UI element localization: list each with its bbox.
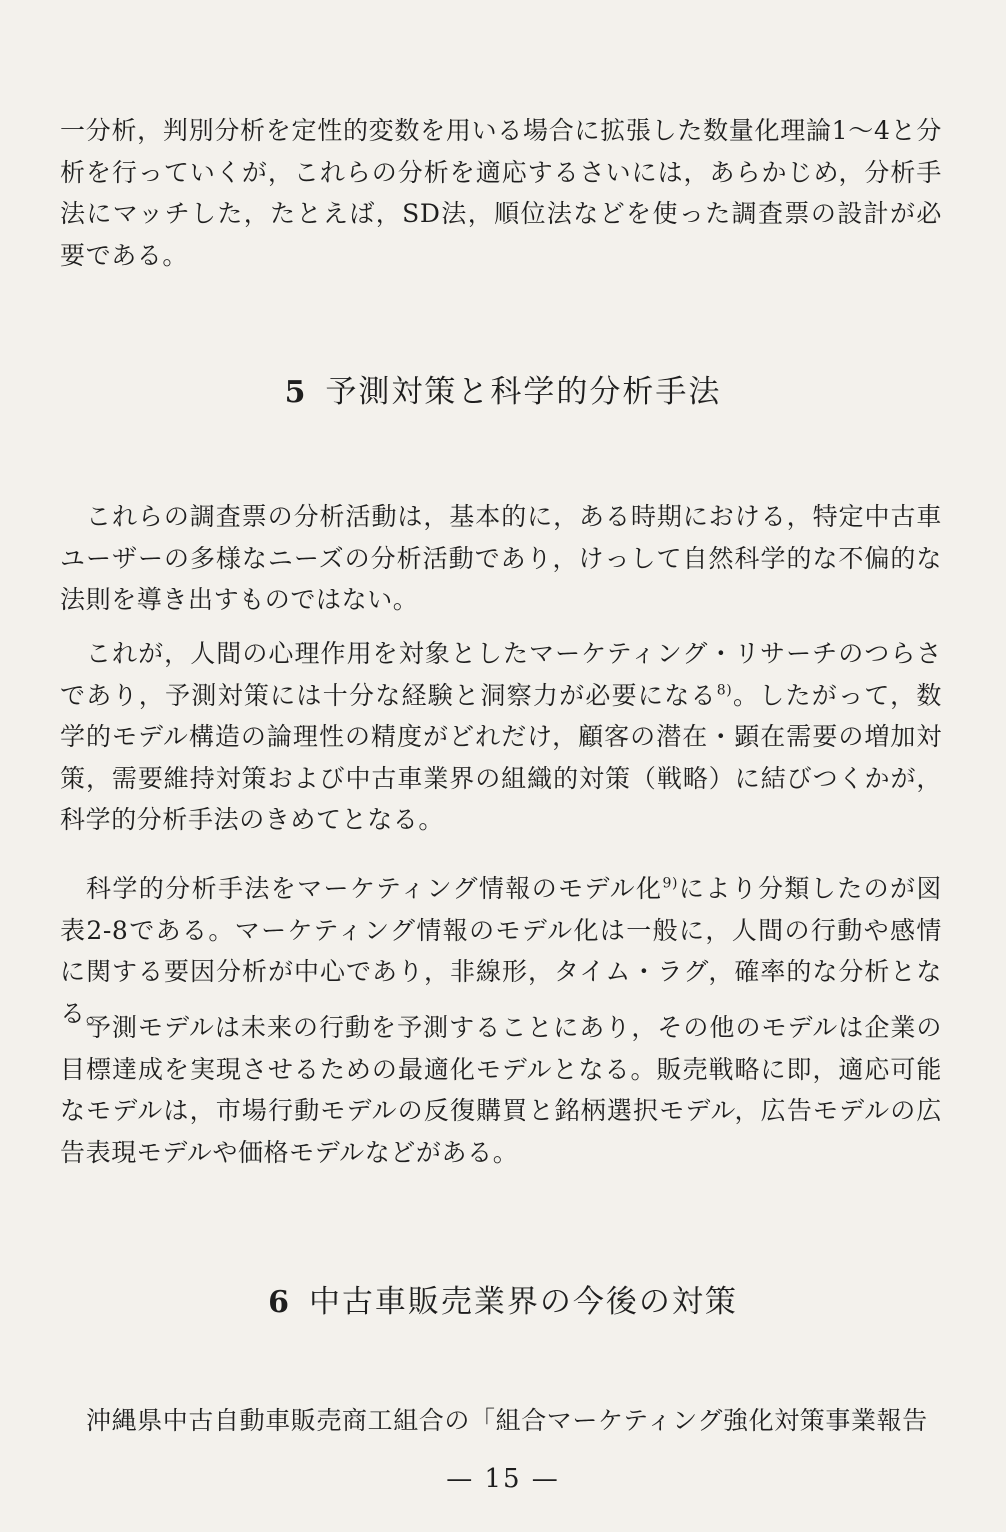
section-5-paragraph-1: これらの調査票の分析活動は，基本的に，ある時期における，特定中古車ユーザーの多様なニーズの分析活動であり，けっして自然科学的な不偏的な法則を導き出すものではない。 <box>60 502 942 614</box>
page-number: — 15 — <box>446 1464 560 1494</box>
footnote-ref-8: 8) <box>716 682 733 699</box>
section-6-heading <box>0 1276 1006 1321</box>
section-5-title: 予測対策と科学的分析手法 <box>325 374 722 410</box>
section-5-paragraph-2-part-b: 。したがって，数学的モデル構造の論理性の精度がどれだけ，顧客の潜在・顕在需要の増加対策，需要維持対策および中古車業界の組織的対策（戦略）に結びつくかが，科学的分析手法のきめてとなる。 <box>60 680 942 834</box>
section-6-title: 中古車販売業界の今後の対策 <box>308 1284 738 1320</box>
section-5-heading <box>0 366 1006 411</box>
paragraph-intro: 一分析，判別分析を定性的変数を用いる場合に拡張した数量化理論1〜4と分析を行っていくが，これらの分析を適応するさいには，あらかじめ，分析手法にマッチした，たとえば，SD法，順位法などを使った調査票の設計が必要である。 <box>60 116 942 270</box>
section-5-paragraph-3-part-b: により分類したのが図表2-8である。マーケティング情報のモデル化は一般に，人間の行動や感情に関する要因分析が中心であり，非線形，タイム・ラグ，確率的な分析となる。 <box>60 874 942 1028</box>
section-5-paragraph-2-part-a: これが，人間の心理作用を対象としたマーケティング・リサーチのつらさであり，予測対策には十分な経験と洞察力が必要になる <box>60 639 942 710</box>
section-5-paragraph-4: 予測モデルは未来の行動を予測することにあり，その他のモデルは企業の目標達成を実現させるための最適化モデルとなる。販売戦略に即，適応可能なモデルは，市場行動モデルの反復購買と銘柄選択モデル，広告モデルの広告表現モデルや価格モデルなどがある。 <box>60 1013 942 1167</box>
section-5-paragraph-2 <box>60 633 942 841</box>
section-6-number: 6 <box>268 1285 291 1320</box>
section-6-paragraph-1: 沖縄県中古自動車販売商工組合の「組合マーケティング強化対策事業報告 <box>86 1406 928 1435</box>
footnote-ref-9: 9) <box>662 875 679 892</box>
section-5-number: 5 <box>284 375 308 410</box>
section-5-paragraph-3-part-a: 科学的分析手法をマーケティング情報のモデル化 <box>86 874 663 903</box>
